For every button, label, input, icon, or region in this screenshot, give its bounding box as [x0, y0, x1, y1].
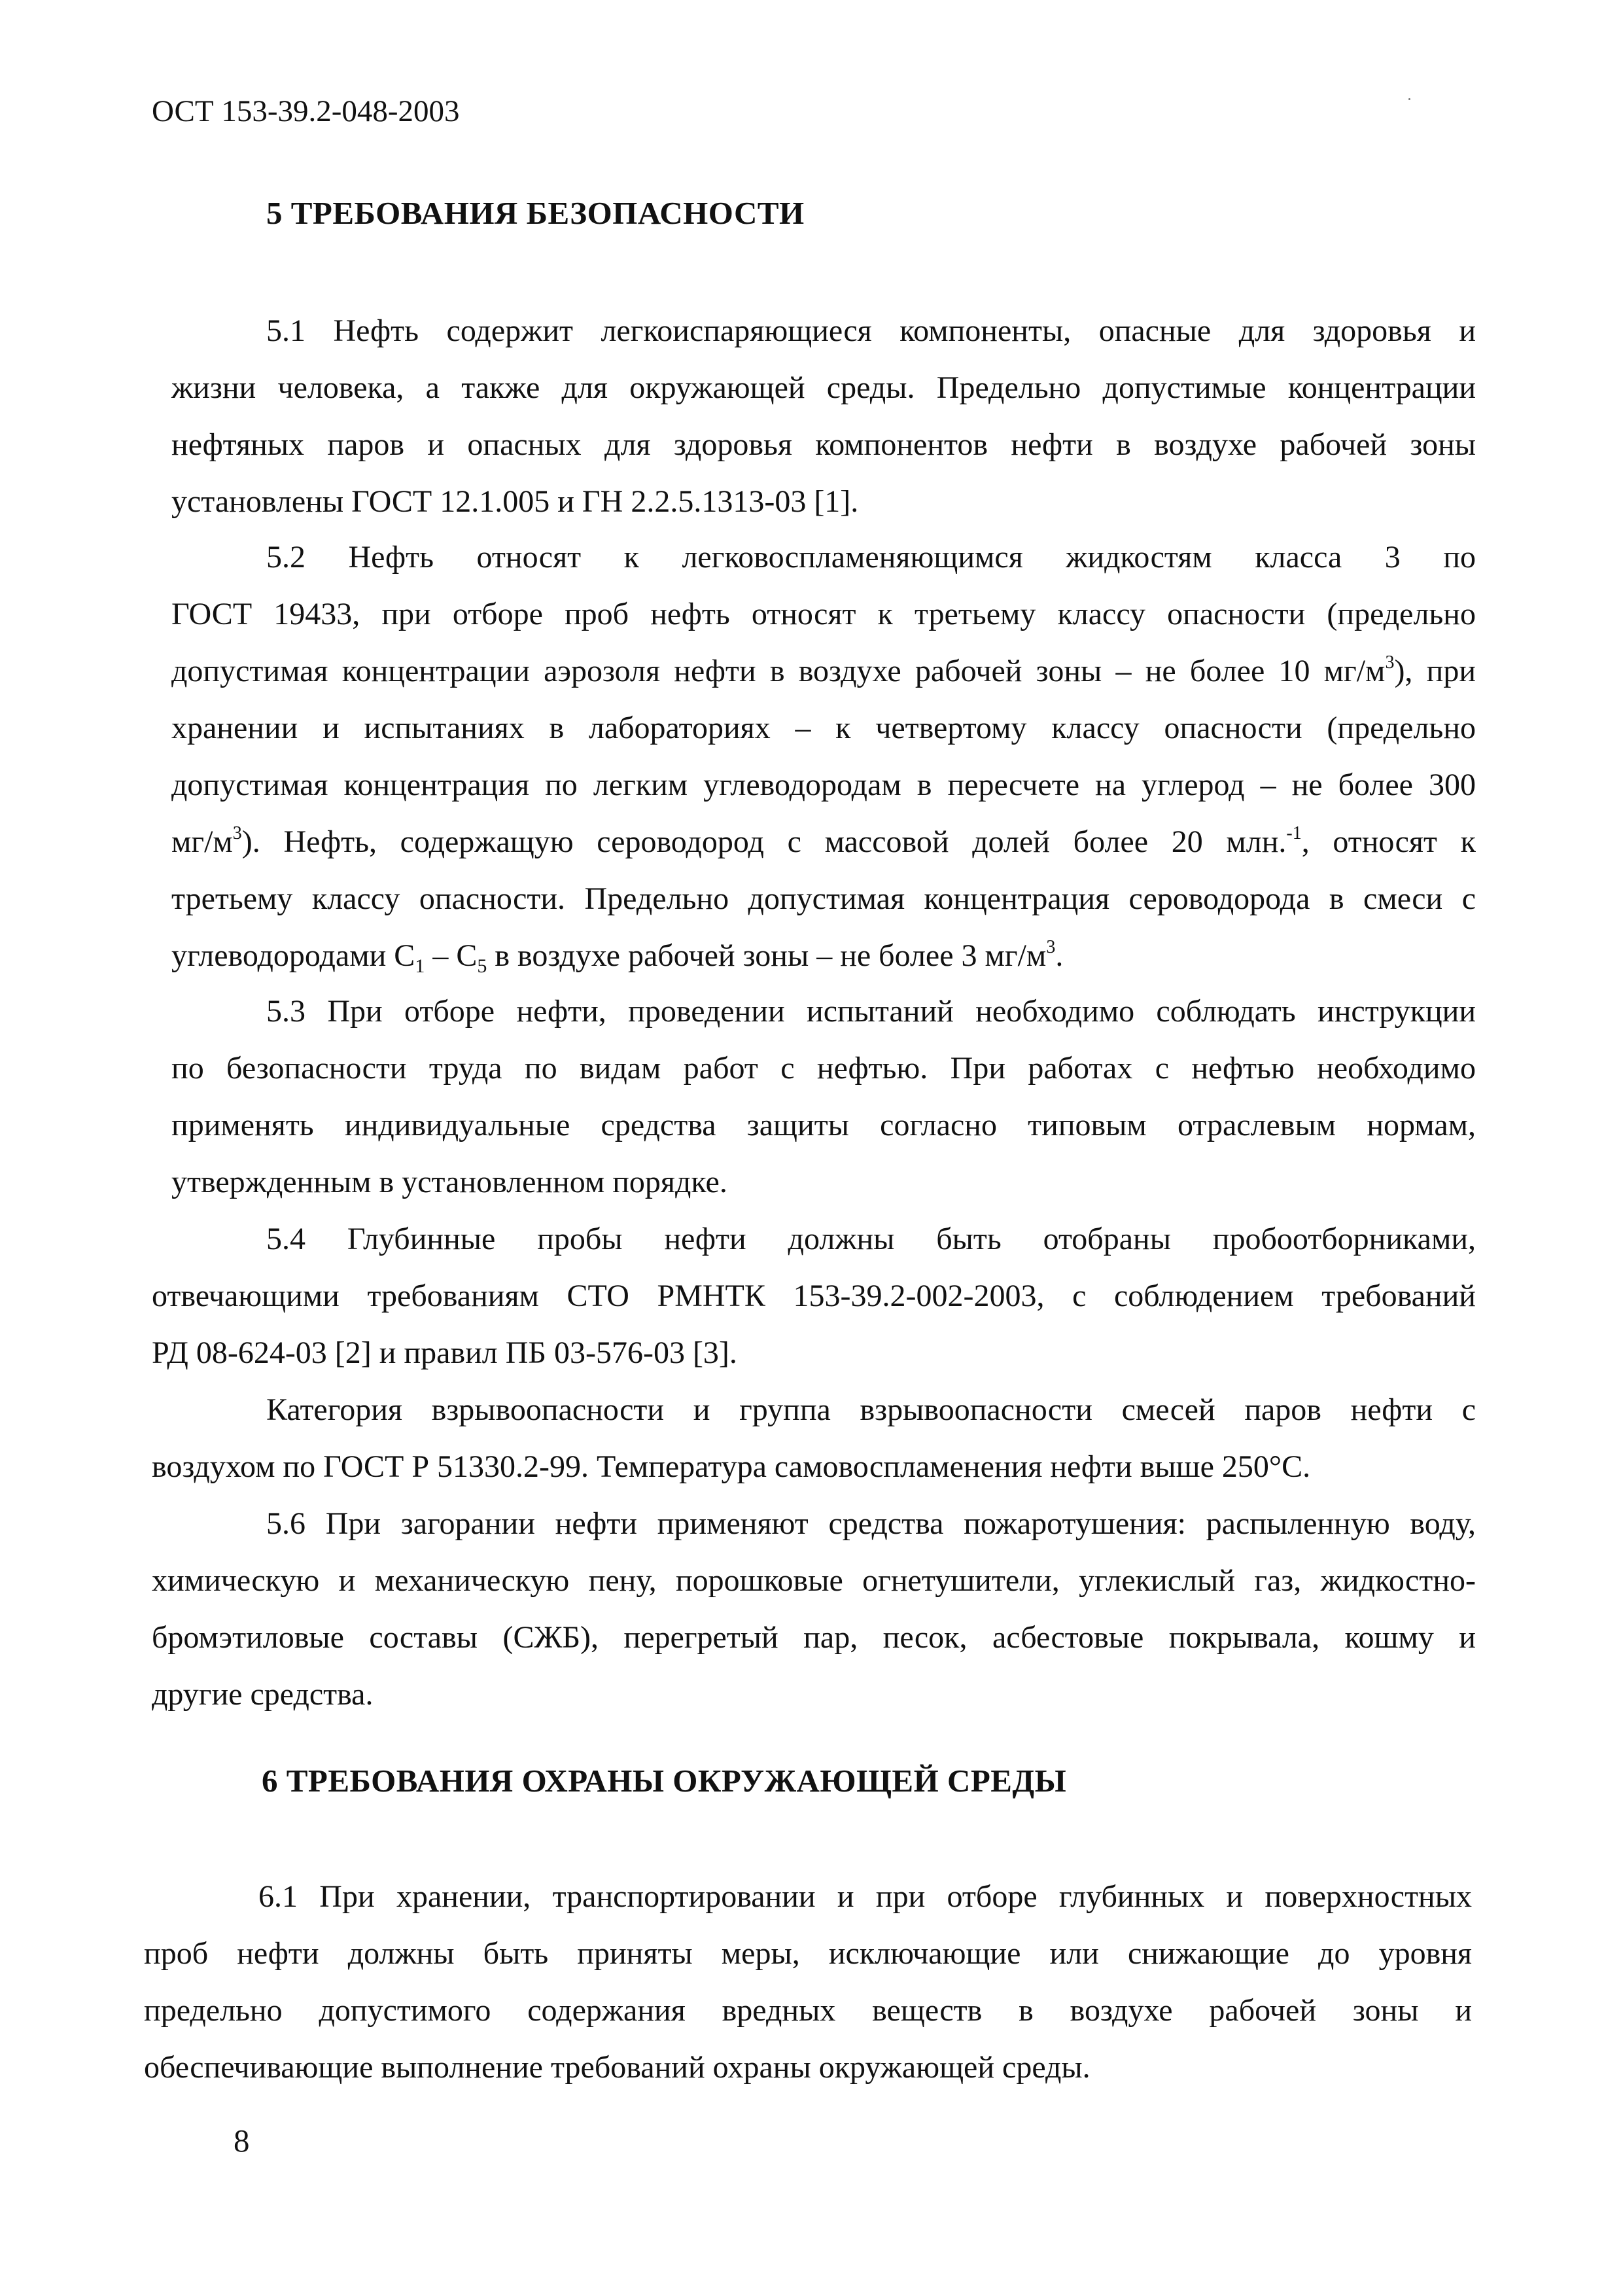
paragraph-5-3: [171, 983, 1476, 1210]
subscript: 5: [477, 955, 487, 977]
page-number: 8: [234, 2123, 250, 2159]
superscript: 3: [1046, 937, 1056, 957]
paragraph-line: [171, 927, 1476, 984]
subscript: 1: [415, 955, 425, 977]
paragraph-line: проб нефти должны быть приняты меры, исключающие или снижающие до уровня: [144, 1936, 1472, 1971]
paragraph-line: ГОСТ 19433, при отборе проб нефть относят к третьему классу опасности (предельно: [171, 597, 1476, 631]
paragraph-line: другие средства.: [152, 1677, 374, 1712]
paragraph-line: отвечающими требованиям СТО РМНТК 153-39.2-002-2003, с соблюдением требований: [152, 1279, 1476, 1313]
paragraph-line: применять индивидуальные средства защиты согласно типовым отраслевым нормам,: [171, 1108, 1476, 1142]
text-run: – C: [425, 938, 478, 973]
paragraph-5-1: [171, 302, 1476, 530]
text-run: допустимая концентрации аэрозоля нефти в воздухе рабочей зоны – не более 10 мг/м: [171, 654, 1386, 688]
paragraph-5-4: [152, 1210, 1476, 1381]
paragraph-line: третьему классу опасности. Предельно допустимая концентрация сероводорода в смеси с: [171, 881, 1476, 916]
paragraph-line: утвержденным в установленном порядке.: [171, 1165, 727, 1199]
paragraph-line: по безопасности труда по видам работ с нефтью. При работах с нефтью необходимо: [171, 1051, 1476, 1086]
paragraph-line: хранении и испытаниях в лабораториях – к четвертому классу опасности (предельно: [171, 711, 1476, 745]
text-run: ), при: [1394, 654, 1476, 688]
document-code: ОСТ 153-39.2-048-2003: [152, 94, 460, 128]
scan-speck: [1408, 98, 1410, 100]
superscript: -1: [1286, 823, 1302, 843]
section-5-title: 5 ТРЕБОВАНИЯ БЕЗОПАСНОСТИ: [266, 195, 805, 231]
paragraph-category: [152, 1381, 1476, 1495]
paragraph-line: 6.1 При хранении, транспортировании и при отборе глубинных и поверхностных: [258, 1879, 1472, 1914]
paragraph-line: жизни человека, а также для окружающей среды. Предельно допустимые концентрации: [171, 370, 1476, 405]
paragraph-5-6: [152, 1495, 1476, 1723]
paragraph-line: допустимая концентрация по легким углеводородам в пересчете на углерод – не более 300: [171, 768, 1476, 802]
section-6-title: 6 ТРЕБОВАНИЯ ОХРАНЫ ОКРУЖАЮЩЕЙ СРЕДЫ: [262, 1763, 1067, 1799]
text-run: мг/м: [171, 824, 233, 859]
paragraph-line: нефтяных паров и опасных для здоровья компонентов нефти в воздухе рабочей зоны: [171, 427, 1476, 462]
text-run: ). Нефть, содержащую сероводород с массовой долей более 20 млн.: [241, 824, 1287, 859]
paragraph-line: установлены ГОСТ 12.1.005 и ГН 2.2.5.1313-03 [1].: [171, 484, 859, 519]
superscript: 3: [1385, 652, 1395, 673]
text-run: .: [1055, 938, 1064, 973]
paragraph-line: обеспечивающие выполнение требований охраны окружающей среды.: [144, 2050, 1091, 2085]
text-run: , относят к: [1301, 824, 1476, 859]
paragraph-line: 5.4 Глубинные пробы нефти должны быть отобраны пробоотборниками,: [266, 1222, 1476, 1256]
paragraph-line: [171, 813, 1476, 870]
paragraph-line: воздухом по ГОСТ Р 51330.2-99. Температура самовоспламенения нефти выше 250°С.: [152, 1449, 1311, 1484]
paragraph-line: химическую и механическую пену, порошковые огнетушители, углекислый газ, жидкостно-: [152, 1563, 1476, 1598]
paragraph-line: 5.3 При отборе нефти, проведении испытаний необходимо соблюдать инструкции: [266, 994, 1476, 1029]
paragraph-line: Категория взрывоопасности и группа взрывоопасности смесей паров нефти с: [266, 1392, 1476, 1427]
paragraph-line: 5.6 При загорании нефти применяют средства пожаротушения: распыленную воду,: [266, 1506, 1476, 1541]
superscript: 3: [232, 823, 242, 843]
text-run: в воздухе рабочей зоны – не более 3 мг/м: [487, 938, 1047, 973]
text-run: углеводородами C: [171, 938, 415, 973]
paragraph-line: 5.2 Нефть относят к легковоспламеняющимся жидкостям класса 3 по: [266, 540, 1476, 574]
paragraph-line: предельно допустимого содержания вредных веществ в воздухе рабочей зоны и: [144, 1993, 1472, 2028]
paragraph-5-2: [171, 529, 1476, 984]
paragraph-6-1: [144, 1868, 1472, 2096]
paragraph-line: бромэтиловые составы (СЖБ), перегретый пар, песок, асбестовые покрывала, кошму и: [152, 1620, 1476, 1655]
paragraph-line: 5.1 Нефть содержит легкоиспаряющиеся компоненты, опасные для здоровья и: [266, 313, 1476, 348]
paragraph-line: РД 08-624-03 [2] и правил ПБ 03-576-03 [3].: [152, 1335, 737, 1370]
paragraph-line: [171, 643, 1476, 699]
